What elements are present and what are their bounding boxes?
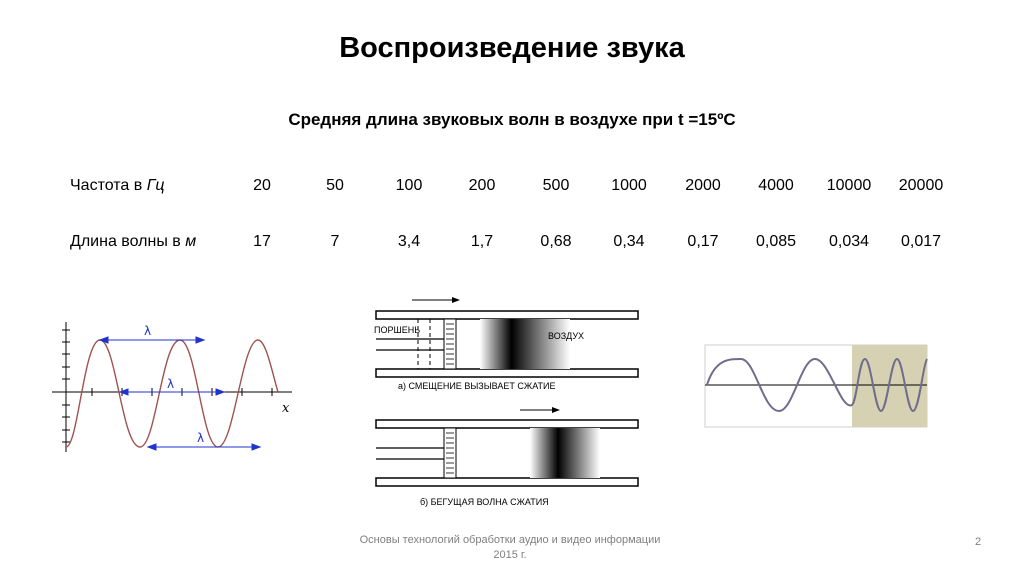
- footer: [330, 533, 690, 563]
- lambda-label-bottom: λ: [197, 431, 205, 445]
- slide-title: Воспроизведение звука: [339, 32, 685, 64]
- diagram-b: [376, 407, 638, 507]
- wavelength-cell: 3,4: [397, 233, 421, 250]
- x-axis-label: x: [282, 401, 290, 416]
- lambda-label-top: λ: [144, 324, 152, 338]
- sine-curve: [66, 340, 278, 447]
- frequency-cell: 20000: [898, 177, 944, 194]
- wavelength-cell: 0,34: [613, 233, 645, 250]
- wavelength-cell: 0,034: [828, 233, 870, 250]
- wavelength-cell: 7: [330, 233, 340, 250]
- frequency-cell: 500: [542, 177, 570, 194]
- wavelength-cell: 0,68: [540, 233, 572, 250]
- piston-compression-diagram: [370, 296, 640, 516]
- wavelength-row-label: [70, 233, 196, 251]
- wavelength-cell: 0,17: [687, 233, 719, 250]
- frequency-row-label: [70, 177, 165, 195]
- frequency-change-waveform: [705, 345, 927, 427]
- caption-a: а) СМЕЩЕНИЕ ВЫЗЫВАЕТ СЖАТИЕ: [398, 381, 556, 391]
- wavelength-cell: 0,085: [755, 233, 797, 250]
- caption-b: б) БЕГУЩАЯ ВОЛНА СЖАТИЯ: [420, 497, 549, 507]
- frequency-cell: 1000: [611, 177, 647, 194]
- footer-line-2: 2015 г.: [493, 549, 527, 561]
- frequency-cell: 4000: [758, 177, 794, 194]
- frequency-cell: 10000: [826, 177, 872, 194]
- frequency-cell: 50: [326, 177, 344, 194]
- lambda-label-middle: λ: [167, 377, 175, 391]
- piston-label: ПОРШЕНЬ: [374, 325, 421, 335]
- frequency-cell: 2000: [685, 177, 721, 194]
- page-number: 2: [975, 536, 982, 548]
- wavelength-cell: 0,017: [900, 233, 942, 250]
- frequency-cell: 200: [468, 177, 496, 194]
- wavelength-label-prefix: Длина волны в: [70, 233, 186, 250]
- frequency-cell: 100: [395, 177, 423, 194]
- frequency-cell: 20: [253, 177, 271, 194]
- table-caption: Средняя длина звуковых волн в воздухе при t =15ºС: [288, 110, 736, 129]
- diagram-a: [374, 297, 638, 391]
- frequency-label-prefix: Частота в: [70, 177, 147, 194]
- footer-line-1: Основы технологий обработки аудио и видео информации: [359, 534, 661, 546]
- air-label: ВОЗДУХ: [548, 331, 585, 341]
- wavelength-cell: 17: [253, 233, 271, 250]
- sine-wave-figure: [52, 322, 297, 457]
- wavelength-cell: 1,7: [470, 233, 494, 250]
- wavelength-unit: м: [185, 233, 197, 250]
- frequency-unit: Гц: [146, 177, 165, 194]
